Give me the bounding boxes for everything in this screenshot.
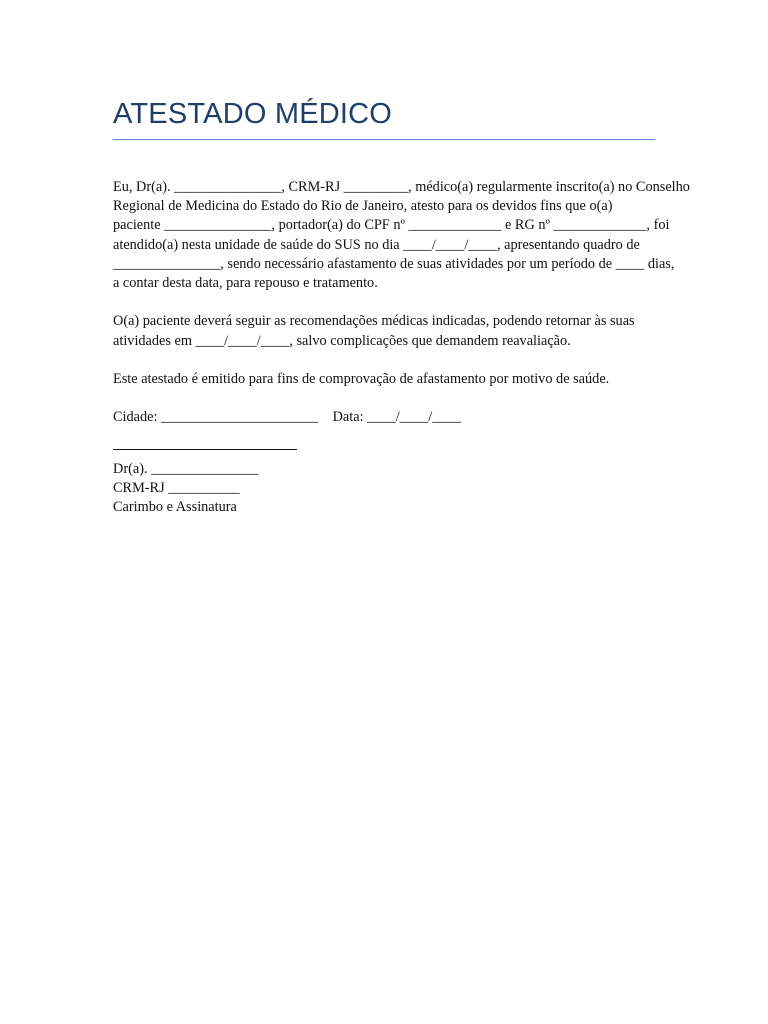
text-line: atividades em ____/____/____, salvo complicações que demandem reavaliação. [113,332,571,349]
text-line: paciente _______________, portador(a) do CPF nº _____________ e RG nº _____________, foi [113,217,670,234]
signature-line [113,449,297,450]
text-line: atendido(a) nesta unidade de saúde do SUS no dia ____/____/____, apresentando quadro de [113,236,640,253]
signature-stamp-label: Carimbo e Assinatura [113,499,237,516]
title-divider [113,139,655,140]
text-line: Eu, Dr(a). _______________, CRM-RJ _________, médico(a) regularmente inscrito(a) no Conselho [113,179,690,195]
text-line: O(a) paciente deverá seguir as recomendações médicas indicadas, podendo retornar às suas [113,313,635,330]
signature-block [113,449,297,518]
city-date-line: Cidade: ______________________ Data: ____/____/____ [113,409,461,426]
text-line: _______________, sendo necessário afastamento de suas atividades por um período de ____ dias, [113,255,675,272]
paragraph-purpose [113,370,673,389]
text-line: a contar desta data, para repouso e tratamento. [113,275,378,292]
page-title: ATESTADO MÉDICO [113,98,393,130]
paragraph-declaration [113,178,690,293]
signature-doctor: Dr(a). _______________ [113,461,259,477]
text-line: Este atestado é emitido para fins de comprovação de afastamento por motivo de saúde. [113,371,610,387]
paragraph-recommendations [113,312,673,350]
text-line: Regional de Medicina do Estado do Rio de Janeiro, atesto para os devidos fins que o(a) [113,198,613,215]
signature-crm: CRM-RJ __________ [113,480,240,497]
document-body [113,178,690,428]
